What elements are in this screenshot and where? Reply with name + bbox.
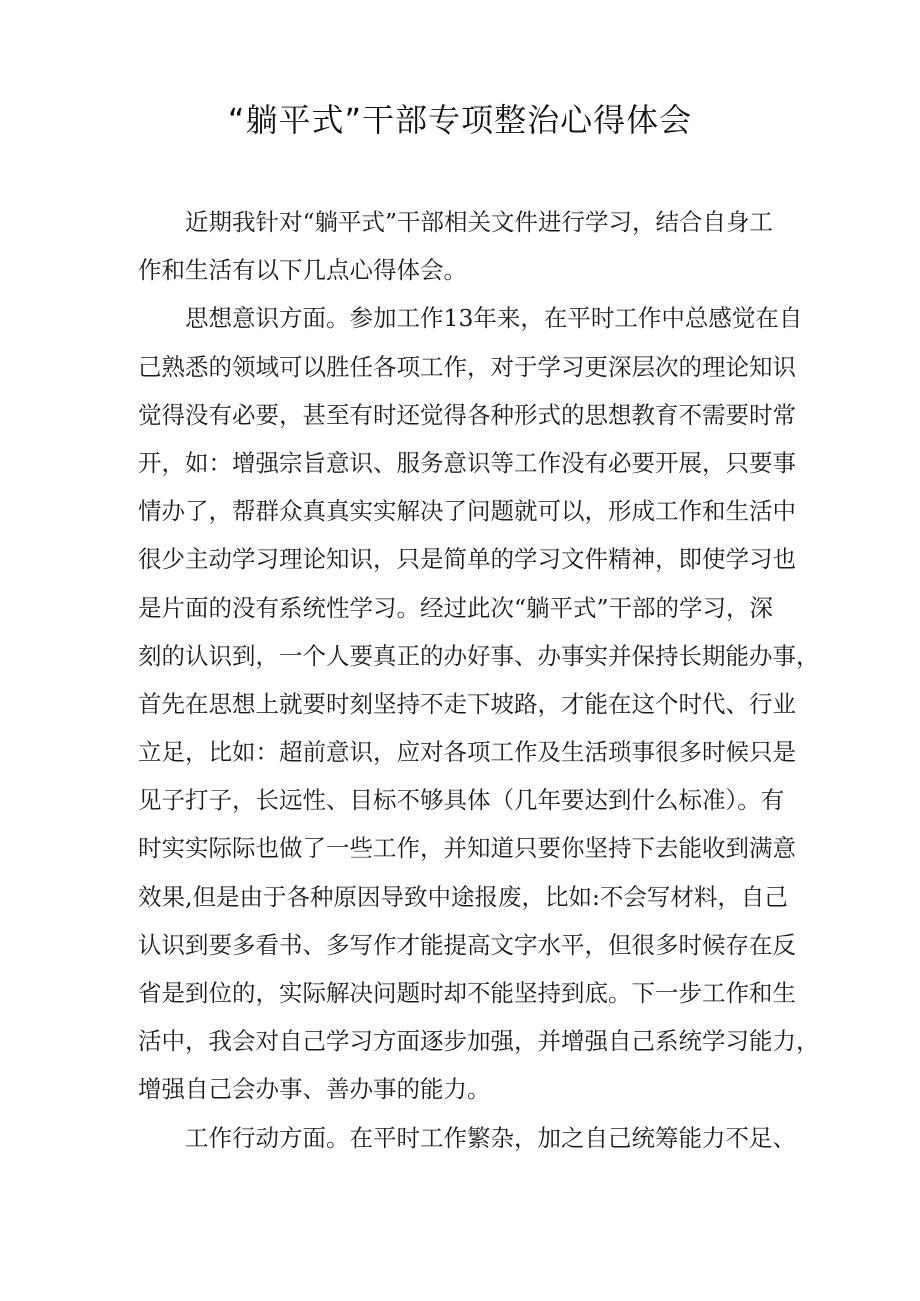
- text-line: 思想意识方面。参加工作13年来，在平时工作中总感觉在自: [185, 304, 803, 333]
- text-line: 很少主动学习理论知识，只是简单的学习文件精神，即使学习也: [138, 545, 796, 574]
- text-line: 情办了，帮群众真真实实解决了问题就可以，形成工作和生活中: [138, 497, 796, 526]
- text-line: 刻的认识到，一个人要真正的办好事、办事实并保持长期能办事，: [138, 641, 820, 670]
- text-line: 立足，比如：超前意识，应对各项工作及生活琐事很多时候只是: [138, 738, 796, 767]
- text-line: 是片面的没有系统性学习。经过此次“躺平式”干部的学习，深: [138, 593, 774, 622]
- text-line: 认识到要多看书、多写作才能提高文字水平，但很多时候存在反: [138, 930, 796, 959]
- text-line: 作和生活有以下几点心得体会。: [138, 256, 467, 285]
- text-line: 近期我针对“躺平式”干部相关文件进行学习，结合自身工: [185, 208, 774, 236]
- text-line: 增强自己会办事、善办事的能力。: [138, 1075, 491, 1104]
- text-line: 省是到位的，实际解决问题时却不能坚持到底。下一步工作和生: [138, 979, 796, 1007]
- paragraph-intro: [138, 198, 800, 294]
- document-body: [138, 198, 820, 1162]
- text-line: 开，如：增强宗旨意识、服务意识等工作没有必要开展，只要事: [138, 448, 796, 477]
- paragraph-work-action: [138, 1114, 800, 1162]
- document-title: “躺平式”干部专项整治心得体会: [227, 101, 693, 139]
- text-line: 首先在思想上就要时刻坚持不走下坡路，才能在这个时代、行业: [138, 689, 796, 718]
- text-line: 时实实际际也做了一些工作，并知道只要你坚持下去能收到满意: [138, 834, 796, 863]
- paragraph-ideology: [138, 294, 820, 1113]
- text-line: 觉得没有必要，甚至有时还觉得各种形式的思想教育不需要时常: [138, 400, 796, 429]
- text-line: 工作行动方面。在平时工作繁杂，加之自己统筹能力不足、: [185, 1123, 796, 1152]
- text-line: 活中，我会对自己学习方面逐步加强，并增强自己系统学习能力，: [138, 1027, 820, 1056]
- text-line: 效果,但是由于各种原因导致中途报废，比如:不会写材料，自己: [138, 882, 788, 911]
- text-line: 见子打子，长远性、目标不够具体（几年要达到什么标准）。有: [138, 786, 785, 815]
- text-line: 己熟悉的领域可以胜任各项工作，对于学习更深层次的理论知识: [138, 352, 796, 381]
